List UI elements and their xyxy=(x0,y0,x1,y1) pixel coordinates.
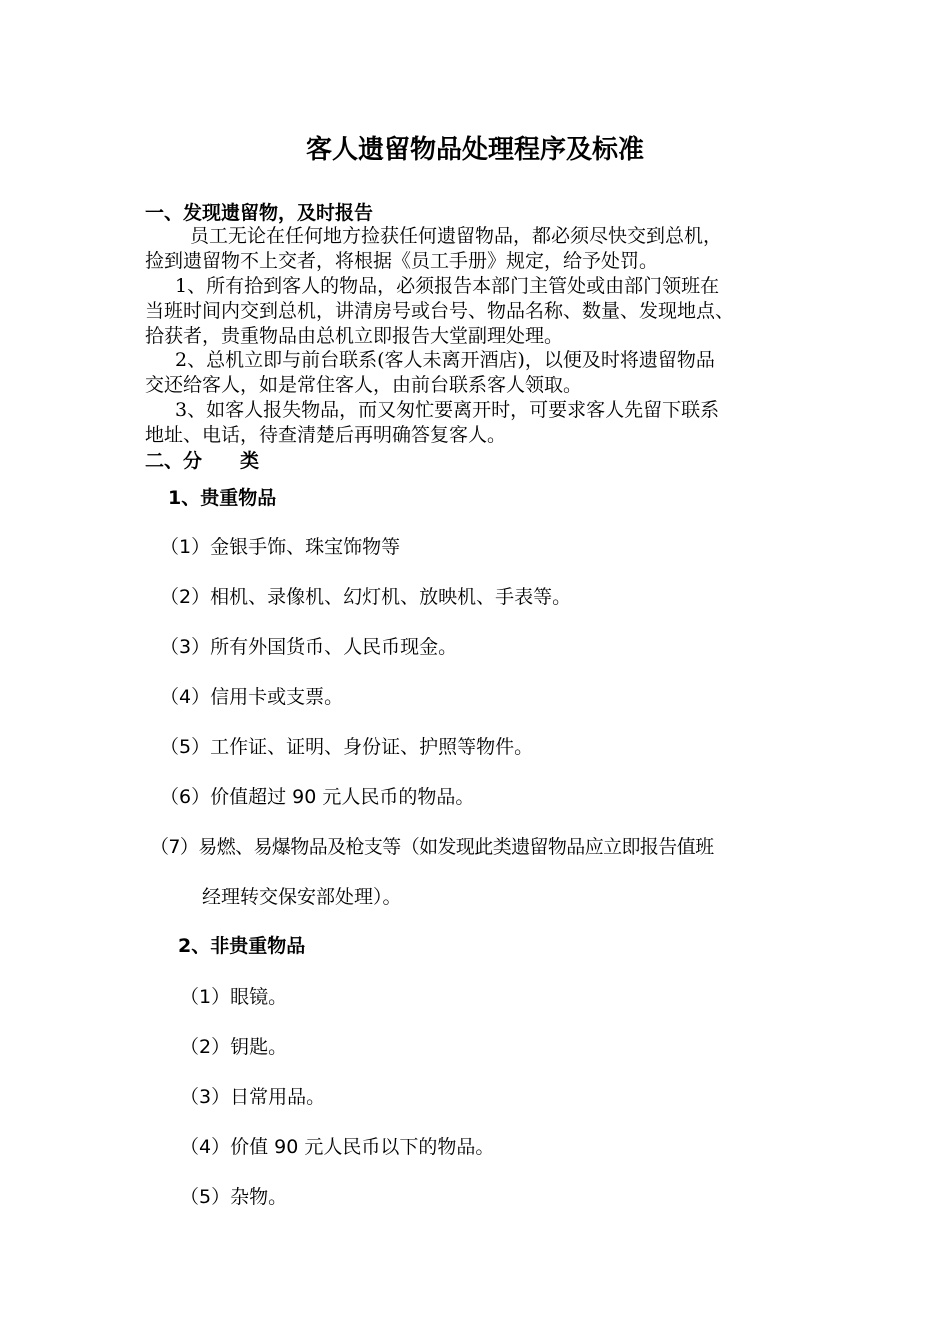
paragraph-line: 交还给客人，如是常住客人，由前台联系客人领取。 xyxy=(145,374,583,396)
rule-paragraph-1 xyxy=(145,274,810,349)
valuable-item: （7）易燃、易爆物品及枪支等（如发现此类遗留物品应立即报告值班 xyxy=(150,836,714,858)
nonvaluable-item: （1）眼镜。 xyxy=(180,986,288,1008)
paragraph-line: 当班时间内交到总机，讲清房号或台号、物品名称、数量、发现地点、 xyxy=(145,300,735,322)
paragraph-line: 1、所有拾到客人的物品，必须报告本部门主管处或由部门领班在 xyxy=(175,275,720,297)
nonvaluable-item: （2）钥匙。 xyxy=(180,1036,288,1058)
valuable-item: （3）所有外国货币、人民币现金。 xyxy=(160,636,458,658)
section-heading-report: 一、发现遗留物，及时报告 xyxy=(145,202,374,224)
page-title: 客人遗留物品处理程序及标准 xyxy=(305,135,644,165)
paragraph-line: 2、总机立即与前台联系(客人未离开酒店)，以便及时将遗留物品 xyxy=(175,349,715,371)
rule-paragraph-2 xyxy=(145,348,810,398)
valuable-item: （5）工作证、证明、身份证、护照等物件。 xyxy=(160,736,534,758)
valuable-item: （6）价值超过 90 元人民币的物品。 xyxy=(160,786,475,808)
valuable-item: （1）金银手饰、珠宝饰物等 xyxy=(160,536,401,558)
nonvaluable-item: （3）日常用品。 xyxy=(180,1086,326,1108)
nonvaluable-item: （4）价值 90 元人民币以下的物品。 xyxy=(180,1136,495,1158)
nonvaluable-item: （5）杂物。 xyxy=(180,1186,288,1208)
paragraph-line: 员工无论在任何地方捡获任何遗留物品，都必须尽快交到总机， xyxy=(190,225,723,247)
valuable-item: （2）相机、录像机、幻灯机、放映机、手表等。 xyxy=(160,586,572,608)
valuable-item: （4）信用卡或支票。 xyxy=(160,686,344,708)
subheading-nonvaluable: 2、非贵重物品 xyxy=(178,935,306,957)
paragraph-line: 地址、电话，待查清楚后再明确答复客人。 xyxy=(145,424,507,446)
rule-paragraph-3 xyxy=(145,398,810,448)
subheading-valuable: 1、贵重物品 xyxy=(168,487,277,509)
valuable-item-continuation: 经理转交保安部处理）。 xyxy=(202,886,402,908)
paragraph-line: 拾获者，贵重物品由总机立即报告大堂副理处理。 xyxy=(145,325,564,347)
paragraph-line: 3、如客人报失物品，而又匆忙要离开时，可要求客人先留下联系 xyxy=(175,399,720,421)
section-heading-classification: 二、分 类 xyxy=(145,450,260,472)
paragraph-line: 捡到遗留物不上交者，将根据《员工手册》规定，给予处罚。 xyxy=(145,250,659,272)
intro-paragraph xyxy=(145,224,810,274)
